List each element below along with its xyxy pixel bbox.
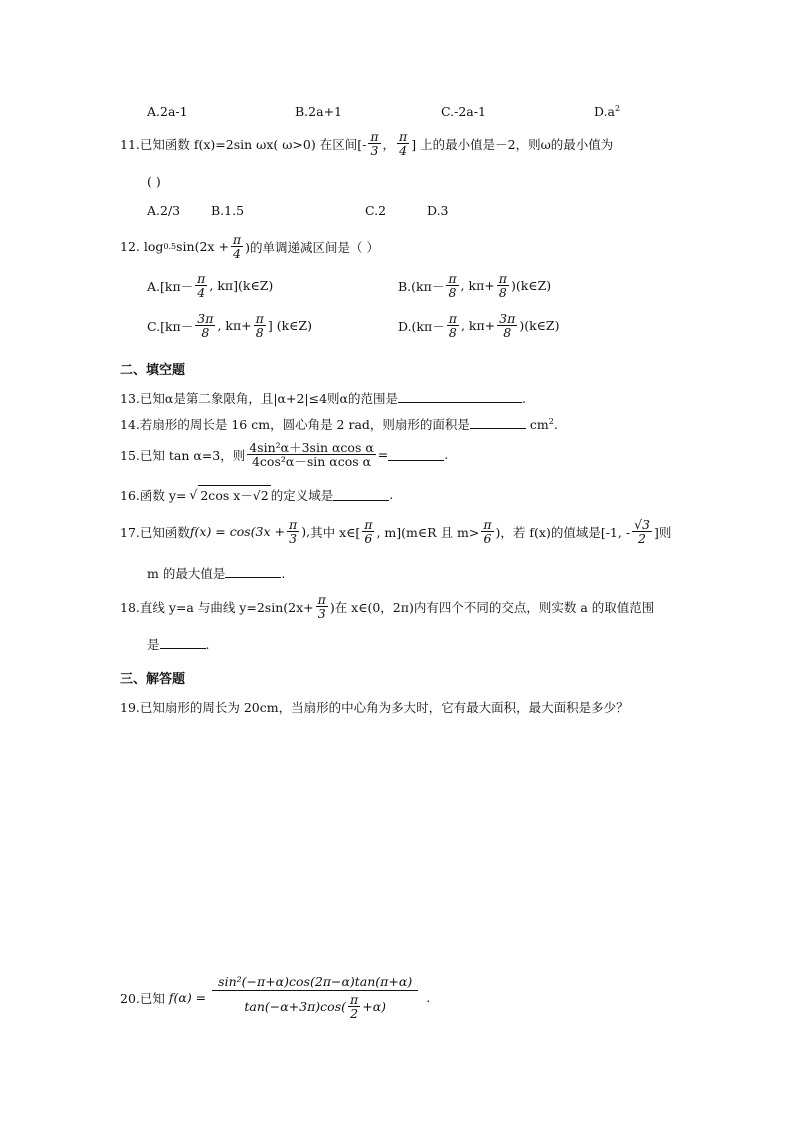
- q10-option-d: $D.a^2$: [594, 104, 621, 120]
- question-16: 16.函数 y= √ 2cos x－√2 的定义域是 .: [120, 487, 394, 503]
- fraction-pi-over-4: $\frac{\pi}{4}$: [399, 129, 408, 159]
- section-heading-fill-in: 二、填空题: [120, 363, 186, 378]
- answer-blank[interactable]: [398, 391, 522, 403]
- fraction-pi-over-4: $\frac{\pi}{4}$: [197, 271, 206, 301]
- q10-option-c: C.-2a-1: [441, 104, 486, 119]
- fraction-3pi-over-8: $\frac{3\pi}{8}$: [499, 311, 516, 341]
- q12-option-d: D.(kπ－ $\frac{\pi}{8}$ , kπ+ $\frac{3\pi}{8}$ )(k∈Z): [398, 311, 560, 341]
- fraction-pi-over-6: $\frac{\pi}{6}$: [364, 517, 373, 547]
- question-18-line-2: 是 .: [147, 637, 210, 652]
- fraction-pi-over-6: $\frac{\pi}{6}$: [483, 517, 492, 547]
- fraction-pi-over-8: $\frac{\pi}{8}$: [448, 271, 457, 301]
- q10-option-b: B.2a+1: [295, 104, 342, 119]
- section-heading-solutions: 三、解答题: [120, 672, 186, 687]
- fraction-pi-over-3: $\frac{\pi}{3}$: [289, 517, 298, 547]
- answer-blank[interactable]: [160, 637, 206, 649]
- fraction-pi-over-3: $\frac{\pi}{3}$: [317, 592, 326, 622]
- question-20: 20.已知 f(α) = sin²(−π+α)cos(2π−α)tan(π+α) tan(−α+3π)cos( $\frac{\pi}{2}$ +α) .: [120, 974, 431, 1022]
- q10-option-a: A.2a-1: [147, 104, 188, 119]
- question-18: 18.直线 y=a 与曲线 y=2sin(2x+ $\frac{\pi}{3}$ )在 x∈(0，2π)内有四个不同的交点，则实数 a 的取值范围: [120, 592, 655, 622]
- q12-option-a: A.[kπ－ $\frac{\pi}{4}$ , kπ](k∈Z): [147, 271, 274, 301]
- fraction-pi-over-8: $\frac{\pi}{8}$: [448, 311, 457, 341]
- fraction-pi-over-2: $\frac{\pi}{2}$: [350, 992, 359, 1022]
- question-15: 15.已知 tan α=3，则 $\frac{\text{4sin²α＋3sin αcos α}}{\text{4cos²α－sin αcos α}}$ = .: [120, 440, 449, 470]
- fraction-pi-over-8: $\frac{\pi}{8}$: [498, 271, 507, 301]
- question-14: 14.若扇形的周长是 16 cm，圆心角是 2 rad，则扇形的面积是 $cm^2$.: [120, 416, 558, 432]
- answer-blank[interactable]: [333, 489, 389, 501]
- square-root-radicand: 2cos x－√2: [198, 485, 270, 504]
- q11-answer-paren: ( ): [147, 174, 161, 189]
- q12-option-b: B.(kπ－ $\frac{\pi}{8}$ , kπ+ $\frac{\pi}{8}$ )(k∈Z): [398, 271, 552, 301]
- question-11: 11.已知函数 f(x)=2sin ωx( ω>0) 在区间[- $\frac{\pi}{3}$ ， $\frac{\pi}{4}$ ] 上的最小值是－2，则ω的最小值为: [120, 129, 614, 159]
- answer-blank[interactable]: [225, 566, 281, 578]
- q11-option-a: A.2/3: [147, 203, 181, 218]
- q11-option-c: C.2: [365, 203, 387, 218]
- question-17: 17.已知函数 f(x) = cos(3x + $\frac{\pi}{3}$ ), 其中 x∈[ $\frac{\pi}{6}$ , m](m∈R 且 m> $\frac{\pi}{6}$ )，若 f(x)的值域是[-1, - $\frac{√3}{2}$ ]则: [120, 517, 672, 547]
- answer-blank[interactable]: [388, 449, 444, 461]
- question-13: 13.已知α是第二象限角，且|α+2|≤4则α的范围是 .: [120, 391, 526, 406]
- fraction-sqrt3-over-2: $\frac{√3}{2}$: [634, 517, 650, 547]
- question-19: 19.已知扇形的周长为 20cm，当扇形的中心角为多大时，它有最大面积，最大面积是多少？: [120, 700, 629, 715]
- fraction-3pi-over-8: $\frac{3\pi}{8}$: [197, 311, 214, 341]
- question-12: 12. log 0.5 sin(2x + $\frac{\pi}{4}$ )的单调递减区间是（ ）: [120, 232, 379, 262]
- question-17-line-2: m 的最大值是 .: [147, 566, 286, 581]
- fraction-trig-expression: $\frac{\text{4sin²α＋3sin αcos α}}{\text{4cos²α－sin αcos α}}$: [249, 440, 374, 470]
- q11-option-b: B.1.5: [211, 203, 245, 218]
- answer-blank[interactable]: [470, 417, 526, 429]
- fraction-pi-over-8: $\frac{\pi}{8}$: [255, 311, 264, 341]
- fraction-pi-over-3: $\frac{\pi}{3}$: [370, 129, 379, 159]
- fraction-pi-over-4: $\frac{\pi}{4}$: [232, 232, 242, 262]
- fraction-trig-identity: sin²(−π+α)cos(2π−α)tan(π+α) tan(−α+3π)cos( $\frac{\pi}{2}$ +α): [212, 975, 418, 1020]
- q12-option-c: C.[kπ－ $\frac{3\pi}{8}$ , kπ+ $\frac{\pi}{8}$ ] (k∈Z): [147, 311, 312, 341]
- q11-option-d: D.3: [427, 203, 449, 218]
